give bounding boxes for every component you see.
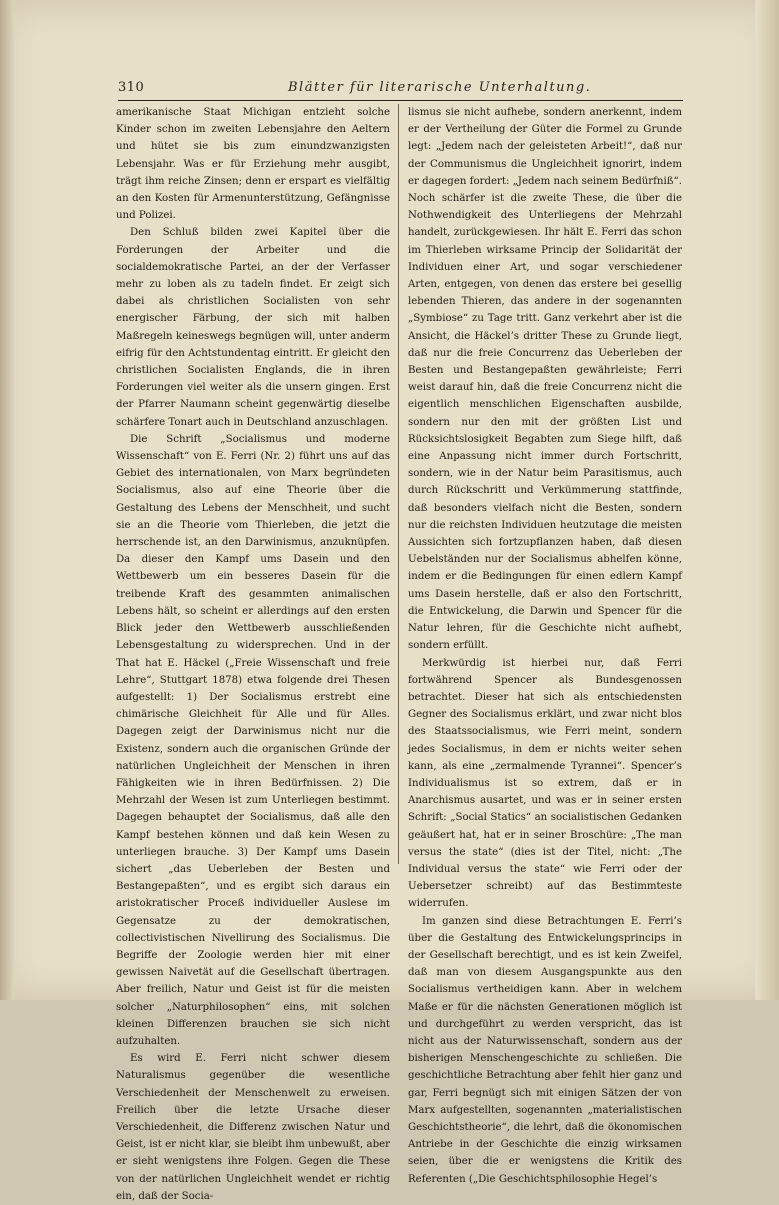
page-binding-shadow — [0, 0, 14, 1000]
left-paragraph-4: Es wird E. Ferri nicht schwer diesem Naturalismus gegenüber die wesentliche Verschiedenheit der Menschenwelt zu erweisen. Freilich über die letzte Ursache dieser Verschiedenheit, die Differenz zwischen Natur und Geist, ist er nicht klar, sie bleibt ihm unbewußt, aber er sieht wenigstens ihre Folgen. Gegen die These von der natürlichen Ungleichheit wendet er richtig ein, daß der Socia- — [116, 1053, 390, 1202]
right-paragraph-1: lismus sie nicht aufhebe, sondern anerkennt, indem er der Vertheilung der Güter die Formel zu Grunde legt: „Jedem nach der geleisteten Arbeit!“, daß nur der Communismus die Ungleichheit ignorirt, indem er dagegen fordert: „Jedem nach seinem Bedürfniß“. Noch schärfer ist die zweite These, die über die Nothwendigkeit des Unterliegens der Mehrzahl handelt, zurückgewiesen. Ihr hält E. Ferri das schon im Thierleben wirksame Princip der Solidarität der Individuen einer Art, und sogar verschiedener Arten, entgegen, von denen das erstere bei gesellig lebenden Thieren, das andere in der sogenannten „Symbiose“ zu Tage tritt. Ganz verkehrt aber ist die Ansicht, die Häckel’s dritter These zu Grunde liegt, daß nur die freie Concurrenz das Ueberleben der Besten und Bestangepaßten gewährleiste; Ferri weist darauf hin, daß die freie Concurrenz nicht die eigentlich menschlichen Eigenschaften ausbilde, sondern nur den mit der größten List und Rücksichtslosigkeit Begabten zum Siege hilft, daß eine Anpassung nicht immer durch Fortschritt, sondern, wie in der Natur beim Parasitismus, auch durch Rückschritt und Verkümmerung stattfinde, daß besonders vielfach nicht die Besten, sondern nur die reichsten Individuen heutzutage die meisten Aussichten sich fortzupflanzen haben, daß diesen Uebelständen nur der Socialismus abhelfen könne, indem er die Bedingungen für einen edlern Kampf ums Dasein herstelle, daß er also den Fortschritt, die Entwickelung, die Darwin und Spencer für die Natur lehren, für die Geschichte nicht aufhebt, sondern erfüllt. — [408, 107, 682, 652]
page-number: 310 — [118, 80, 145, 95]
left-paragraph-1: amerikanische Staat Michigan entzieht solche Kinder schon im zweiten Lebensjahre den Aeltern und hütet sie bis zum einundzwanzigsten Lebensjahr. Was er für Erziehung mehr ausgibt, trägt ihm reiche Zinsen; denn er erspart es vielfältig an den Kosten für Armenunterstützung, Gefängnisse und Polizei. — [116, 107, 390, 222]
right-paragraph-3: Im ganzen sind diese Betrachtungen E. Ferri’s über die Gestaltung des Entwickelungsprincips in der Gesellschaft berechtigt, und es ist kein Zweifel, daß man von diesem Ausgangspunkte aus den Socialismus vertheidigen kann. Aber in welchem Maße er für die nächsten Generationen möglich ist und durchgeführt zu werden verspricht, das ist nicht aus der Naturwissenschaft, sondern aus der bisherigen Menschengeschichte zu schließen. Die geschichtliche Betrachtung aber fehlt hier ganz und gar, Ferri begnügt sich mit einigen Sätzen der von Marx aufgestellten, sogenannten „materialistischen Geschichtstheorie“, die lehrt, daß die ökonomischen Antriebe in der Geschichte die einzig wirksamen seien, über die er wenigstens die Kritik des Referenten („Die Geschichtsphilosophie Hegel’s — [408, 915, 682, 1185]
running-title: Blätter für literarische Unterhaltung. — [288, 80, 592, 95]
page-edge-shadow — [755, 0, 779, 1000]
column-divider — [398, 104, 399, 864]
left-paragraph-2: Den Schluß bilden zwei Kapitel über die Forderungen der Arbeiter und die socialdemokratische Partei, an der der Verfasser mehr zu loben als zu tadeln findet. Er zeigt sich dabei als christlichen Socialisten von sehr energischer Färbung, der sich mit halben Maßregeln keineswegs begnügen will, unter anderm eifrig für den Achtstundentag eintritt. Er gleicht den christlichen Socialisten Englands, die in ihren Forderungen viel weiter als die unsern gingen. Erst der Pfarrer Naumann scheint gegenwärtig dieselbe schärfere Tonart auch in Deutschland anzuschlagen. — [116, 227, 390, 428]
left-column — [116, 104, 390, 1202]
header-rule — [118, 100, 683, 101]
right-column — [408, 104, 682, 1185]
right-paragraph-2: Merkwürdig ist hierbei nur, daß Ferri fortwährend Spencer als Bundesgenossen betrachtet. Dieser hat sich als entschiedensten Gegner des Socialismus erklärt, und zwar nicht blos des Staatssocialismus, wie Ferri meint, sondern jedes Socialismus, in dem er nichts weiter sehen kann, als eine „zermalmende Tyrannei“. Spencer’s Individualismus ist so extrem, daß er in Anarchismus ausartet, und was er in seiner ersten Schrift: „Social Statics“ an socialistischen Gedanken geäußert hat, hat er in seiner Broschüre: „The man versus the state“ (dies ist der Titel, nicht: „The Individual versus the state“ wie Ferri oder der Uebersetzer schreibt) auf das Bestimmteste widerrufen. — [408, 657, 682, 910]
left-paragraph-3: Die Schrift „Socialismus und moderne Wissenschaft“ von E. Ferri (Nr. 2) führt uns auf das Gebiet des internationalen, von Marx begründeten Socialismus, also auf eine Theorie über die Gestaltung des Lebens der Menschheit, und sucht sie an die Theorie vom Thierleben, die jetzt die herrschende ist, an den Darwinismus, anzuknüpfen. Da dieser den Kampf ums Dasein und den Wettbewerb um ein besseres Dasein für die treibende Kraft des gesammten animalischen Lebens hält, so scheint er allerdings auf den ersten Blick jeder den Wettbewerb ausschließenden Lebensgestaltung zu widersprechen. Und in der That hat E. Häckel („Freie Wissenschaft und freie Lehre“, Stuttgart 1878) etwa folgende drei Thesen aufgestellt: 1) Der Socialismus erstrebt eine chimärische Gleichheit für Alle und für Alles. Dagegen zeigt der Darwinismus nicht nur die Existenz, sondern auch die organischen Gründe der natürlichen Ungleichheit der Menschen in ihren Fähigkeiten wie in ihren Bedürfnissen. 2) Die Mehrzahl der Wesen ist zum Unterliegen bestimmt. Dagegen behauptet der Socialismus, daß alle den Kampf bestehen können und daß kein Wesen zu unterliegen brauche. 3) Der Kampf ums Dasein sichert „das Ueberleben der Besten und Bestangepaßten“, und es ergibt sich daraus ein aristokratischer Proceß individueller Auslese im Gegensatze zu der demokratischen, collectivistischen Nivellirung des Socialismus. Die Begriffe der Zoologie werden hier mit einer gewissen Naivetät auf die Gesellschaft übertragen. Aber freilich, Natur und Geist ist für die meisten solcher „Naturphilosophen“ eins, mit solchen kleinen Differenzen brauchen sie sich nicht aufzuhalten. — [116, 433, 390, 1047]
page-header — [118, 78, 683, 98]
